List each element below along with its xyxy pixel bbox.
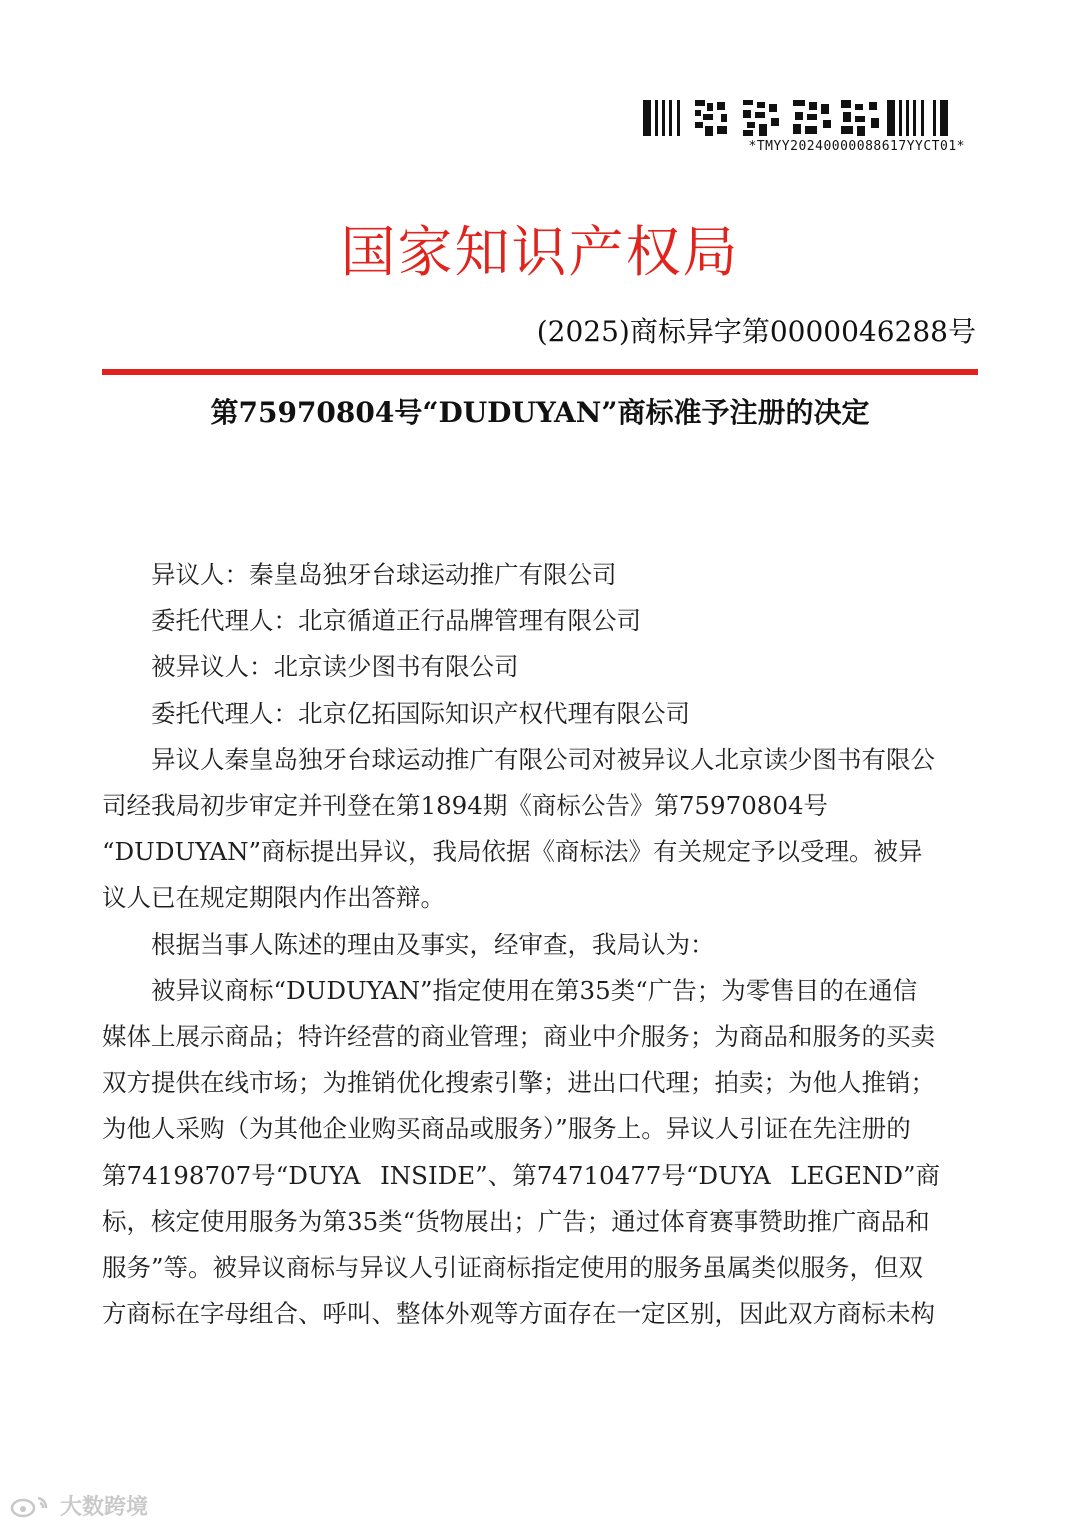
text-segment: INSIDE”、第74710477号“DUYA — [380, 1160, 771, 1190]
paragraph-line: 标，核定使用服务为第35类“货物展出；广告；通过体育赛事赞助推广商品和 — [102, 1206, 930, 1236]
text-segment: LEGEND”商 — [790, 1160, 940, 1190]
paragraph-line: 议人已在规定期限内作出答辩。 — [102, 883, 445, 913]
paragraph-line: 异议人秦皇岛独牙台球运动推广有限公司对被异议人北京读少图书有限公 — [151, 744, 935, 774]
document-number: (2025)商标异字第0000046288号 — [536, 315, 976, 348]
decision-title: 第75970804号“DUDUYAN”商标准予注册的决定 — [210, 396, 870, 429]
paragraph-line: 方商标在字母组合、呼叫、整体外观等方面存在一定区别，因此双方商标未构 — [102, 1299, 935, 1329]
text-segment: 第74198707号“DUYA — [102, 1160, 361, 1190]
paragraph-line: 为他人采购（为其他企业购买商品或服务）”服务上。异议人引证在先注册的 — [102, 1114, 911, 1144]
paragraph-line: 媒体上展示商品；特许经营的商业管理；商业中介服务；为商品和服务的买卖 — [102, 1022, 935, 1052]
paragraph-line: 双方提供在线市场；为推销优化搜索引擎；进出口代理；拍卖；为他人推销； — [102, 1068, 935, 1098]
paragraph-line — [102, 1153, 940, 1199]
paragraph-line: 被异议商标“DUDUYAN”指定使用在第35类“广告；为零售目的在通信 — [151, 975, 918, 1005]
paragraph-line: 服务”等。被异议商标与异议人引证商标指定使用的服务虽属类似服务，但双 — [102, 1253, 924, 1283]
weibo-style-logo-icon — [8, 1494, 54, 1518]
agency-title: 国家知识产权局 — [340, 220, 740, 284]
barcode-number: *TMYY20240000088617YYCT01* — [748, 139, 965, 154]
paragraph-line: 根据当事人陈述的理由及事实，经审查，我局认为： — [151, 929, 715, 959]
barcode-icon — [643, 100, 948, 136]
party-opponent: 异议人：秦皇岛独牙台球运动推广有限公司 — [151, 560, 617, 589]
watermark — [8, 1490, 148, 1521]
red-divider — [102, 369, 978, 375]
party-respondent: 被异议人：北京读少图书有限公司 — [151, 652, 519, 682]
party-opponent-agent: 委托代理人：北京循道正行品牌管理有限公司 — [151, 606, 641, 636]
watermark-text: 大数跨境 — [60, 1495, 149, 1520]
document-body — [102, 552, 970, 1337]
party-respondent-agent: 委托代理人：北京亿拓国际知识产权代理有限公司 — [151, 698, 690, 728]
paragraph-line: 司经我局初步审定并刊登在第1894期《商标公告》第75970804号 — [102, 791, 829, 821]
paragraph-line: “DUDUYAN”商标提出异议，我局依据《商标法》有关规定予以受理。被异 — [102, 837, 923, 867]
